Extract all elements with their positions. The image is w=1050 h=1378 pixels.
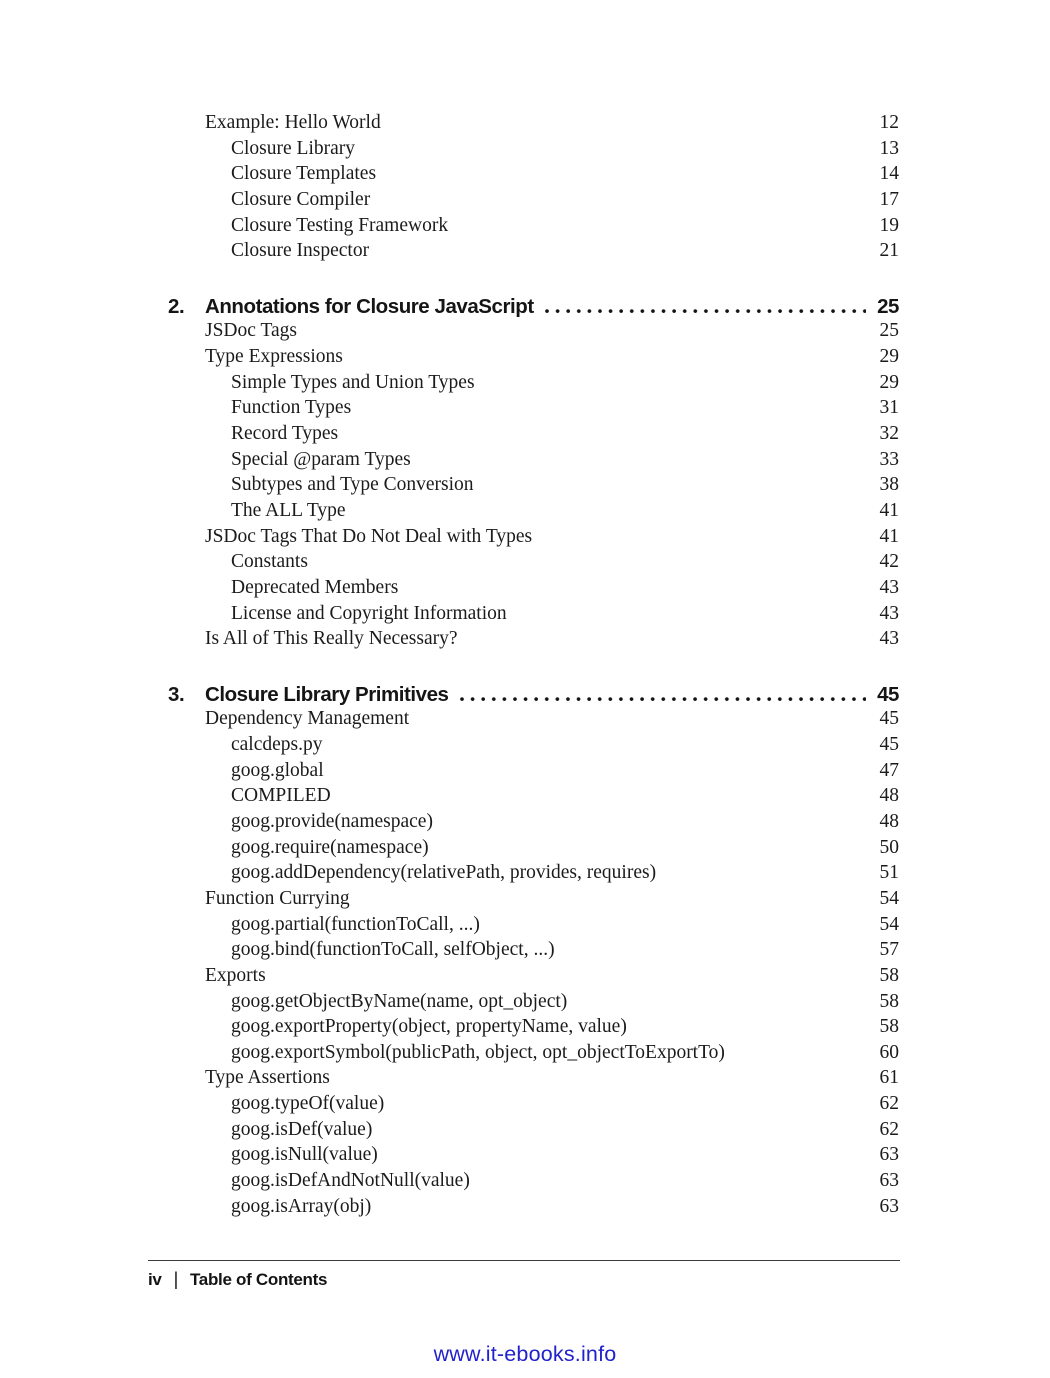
toc-entry (168, 1042, 899, 1068)
chapter-number: 2. (168, 294, 185, 318)
footer-separator: | (173, 1268, 178, 1289)
toc-entry-page: 14 (879, 163, 899, 185)
toc-entry-label: Closure Testing Framework (231, 214, 449, 236)
toc-entry-label: calcdeps.py (231, 734, 323, 756)
toc-entry-label: goog.isDef(value) (231, 1118, 373, 1140)
toc-entry-label: Closure Inspector (231, 240, 370, 262)
toc-entry-label: JSDoc Tags That Do Not Deal with Types (205, 525, 533, 547)
toc-entry-page: 43 (879, 602, 899, 624)
toc-entry-page: 21 (879, 240, 899, 262)
toc-entry-page: 54 (879, 887, 899, 909)
toc-entry-label: Exports (205, 964, 266, 986)
toc-entry (168, 811, 899, 837)
toc-entry (168, 785, 899, 811)
chapter-page-number: 45 (877, 682, 899, 706)
toc-entry (168, 215, 899, 241)
toc-entry-page: 25 (879, 320, 899, 342)
toc-entry-page: 58 (879, 964, 899, 986)
toc-entry-label: Subtypes and Type Conversion (231, 474, 474, 496)
page-number: iv (148, 1270, 162, 1289)
toc-entry (168, 939, 899, 965)
toc-entry-label: Type Expressions (205, 346, 343, 368)
toc-entry (168, 397, 899, 423)
dot-leader (460, 697, 866, 701)
toc-entry-page: 13 (879, 137, 899, 159)
toc-entry-label: goog.partial(functionToCall, ...) (231, 913, 480, 935)
toc-entry-label: goog.require(namespace) (231, 836, 429, 858)
toc-entry-label: Function Currying (205, 887, 350, 909)
toc-entry (168, 372, 899, 398)
toc-entry-page: 47 (879, 759, 899, 781)
toc-entry-page: 57 (879, 939, 899, 961)
toc-entry (168, 862, 899, 888)
toc-entry (168, 914, 899, 940)
toc-entry-label: goog.isNull(value) (231, 1144, 378, 1166)
toc-entry-page: 17 (879, 188, 899, 210)
toc-list (168, 112, 899, 1221)
toc-entry-page: 62 (879, 1093, 899, 1115)
toc-entry (168, 423, 899, 449)
toc-entry (168, 474, 899, 500)
toc-entry-page: 31 (879, 397, 899, 419)
toc-entry-label: JSDoc Tags (205, 320, 297, 342)
footer-section-label: Table of Contents (189, 1270, 328, 1289)
toc-entry-label: COMPILED (231, 785, 331, 807)
toc-entry-page: 33 (879, 448, 899, 470)
toc-entry (168, 1093, 899, 1119)
toc-entry-label: Dependency Management (205, 708, 410, 730)
toc-entry-label: goog.exportSymbol(publicPath, object, opt_objectToExportTo) (231, 1041, 725, 1063)
toc-entry-label: goog.isDefAndNotNull(value) (231, 1169, 470, 1191)
toc-entry-page: 45 (879, 708, 899, 730)
toc-entry (168, 346, 899, 372)
toc-entry-page: 63 (879, 1169, 899, 1191)
toc-entry (168, 603, 899, 629)
toc-entry (168, 112, 899, 138)
chapter-number: 3. (168, 682, 185, 706)
toc-entry-page: 50 (879, 836, 899, 858)
toc-entry-label: License and Copyright Information (231, 602, 507, 624)
toc-entry (168, 888, 899, 914)
toc-entry-label: goog.getObjectByName(name, opt_object) (231, 990, 568, 1012)
toc-entry (168, 760, 899, 786)
toc-entry (168, 708, 899, 734)
toc-entry-page: 32 (879, 423, 899, 445)
toc-entry-label: Example: Hello World (205, 112, 381, 133)
toc-entry-page: 63 (879, 1195, 899, 1217)
chapter-heading (168, 295, 899, 321)
toc-entry (168, 240, 899, 266)
toc-entry-page: 43 (879, 628, 899, 650)
toc-entry (168, 449, 899, 475)
toc-entry-page: 60 (879, 1041, 899, 1063)
toc-entry (168, 837, 899, 863)
toc-entry-label: goog.addDependency(relativePath, provides, requires) (231, 862, 657, 884)
toc-entry-page: 63 (879, 1144, 899, 1166)
dot-leader (545, 309, 866, 313)
toc-entry-page: 38 (879, 474, 899, 496)
chapter-heading (168, 683, 899, 709)
toc-entry (168, 628, 899, 654)
toc-entry-page: 29 (879, 371, 899, 393)
toc-entry-page: 51 (879, 862, 899, 884)
toc-entry-page: 45 (879, 734, 899, 756)
chapter-continuation (168, 112, 899, 266)
chapter-section (168, 295, 899, 654)
toc-entry (168, 526, 899, 552)
toc-entry-page: 29 (879, 346, 899, 368)
toc-entry (168, 1170, 899, 1196)
toc-entry (168, 500, 899, 526)
toc-entry-page: 61 (879, 1067, 899, 1089)
toc-entry-page: 62 (879, 1118, 899, 1140)
toc-entry-label: Type Assertions (205, 1067, 330, 1089)
toc-entry-label: Closure Templates (231, 163, 377, 185)
toc-entry-page: 58 (879, 1016, 899, 1038)
chapter-page-number: 25 (877, 294, 899, 318)
toc-entry (168, 138, 899, 164)
toc-entry-page: 58 (879, 990, 899, 1012)
toc-entry-label: Special @param Types (231, 448, 411, 470)
toc-entry-page: 41 (879, 525, 899, 547)
toc-entry-label: Closure Compiler (231, 188, 371, 210)
toc-entry-page: 42 (879, 551, 899, 573)
chapter-title: Annotations for Closure JavaScript (205, 294, 534, 318)
toc-entry (168, 577, 899, 603)
footer-rule (148, 1260, 900, 1261)
toc-entry-label: goog.provide(namespace) (231, 811, 433, 833)
toc-entry-label: Simple Types and Union Types (231, 371, 475, 393)
toc-entry (168, 551, 899, 577)
page-footer (148, 1268, 327, 1292)
chapter-section (168, 683, 899, 1221)
toc-entry (168, 1196, 899, 1222)
toc-entry-label: goog.bind(functionToCall, selfObject, ...) (231, 939, 555, 961)
watermark-link[interactable]: www.it-ebooks.info (433, 1342, 617, 1366)
toc-entry (168, 1144, 899, 1170)
toc-entry-page: 19 (879, 214, 899, 236)
toc-entry (168, 1067, 899, 1093)
toc-entry-page: 41 (879, 499, 899, 521)
toc-entry-label: goog.global (231, 759, 324, 781)
toc-entry-page: 54 (879, 913, 899, 935)
toc-entry-label: The ALL Type (231, 499, 346, 521)
chapter-title: Closure Library Primitives (205, 682, 449, 706)
toc-entry (168, 1119, 899, 1145)
toc-entry (168, 991, 899, 1017)
toc-entry-label: goog.isArray(obj) (231, 1195, 372, 1217)
toc-entry (168, 734, 899, 760)
toc-entry-page: 48 (879, 785, 899, 807)
toc-entry (168, 189, 899, 215)
toc-entry-label: Record Types (231, 423, 339, 445)
toc-entry-label: goog.typeOf(value) (231, 1093, 385, 1115)
toc-entry-page: 48 (879, 811, 899, 833)
toc-entry (168, 965, 899, 991)
toc-entry (168, 163, 899, 189)
toc-entry-page: 43 (879, 576, 899, 598)
toc-entry-label: Closure Library (231, 137, 356, 159)
toc-entry-label: Function Types (231, 397, 352, 419)
toc-entry-page: 12 (879, 112, 899, 133)
toc-entry-label: goog.exportProperty(object, propertyName, value) (231, 1016, 627, 1038)
toc-entry-label: Is All of This Really Necessary? (205, 628, 458, 650)
toc-entry (168, 1016, 899, 1042)
toc-entry-label: Deprecated Members (231, 576, 399, 598)
toc-entry (168, 320, 899, 346)
toc-entry-label: Constants (231, 551, 308, 573)
